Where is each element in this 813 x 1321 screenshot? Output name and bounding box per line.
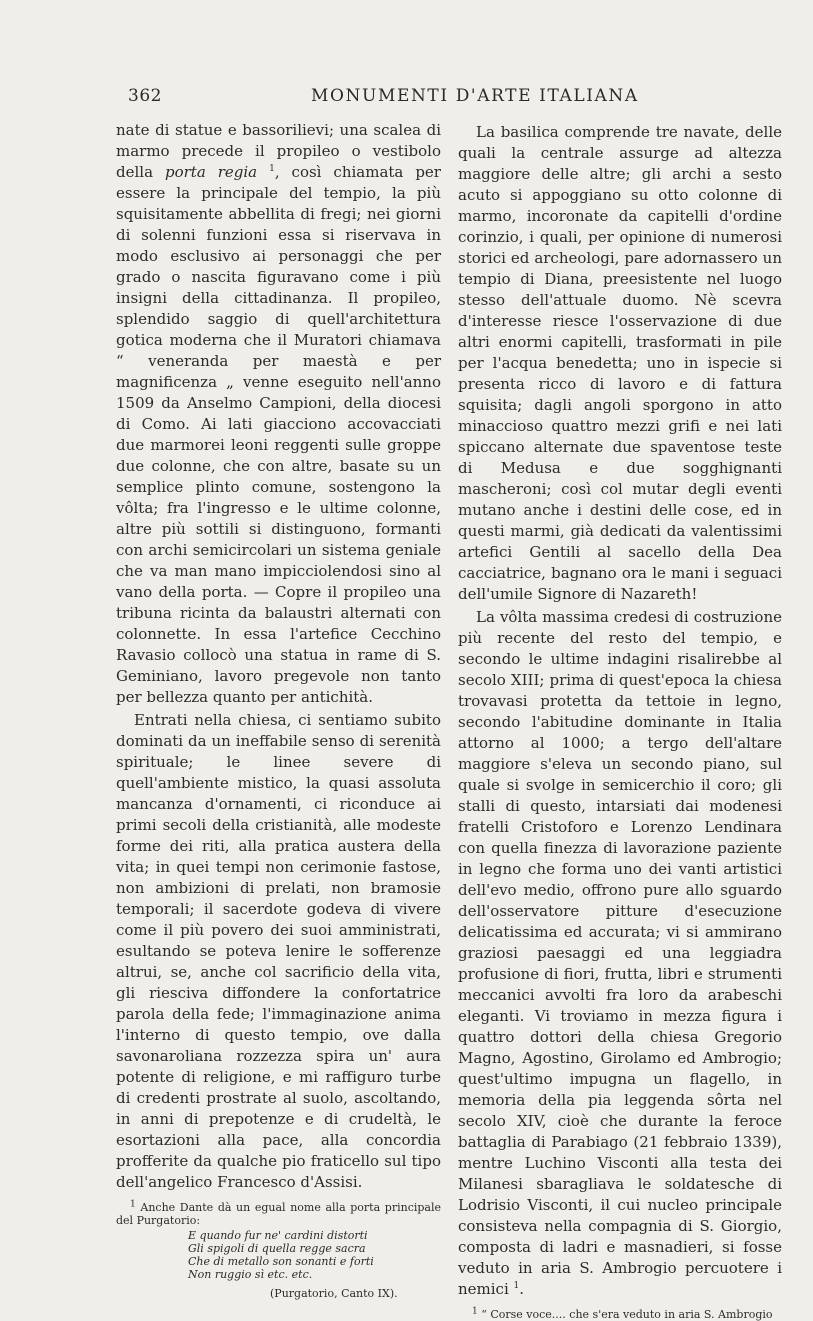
page-header <box>128 86 780 112</box>
paragraph-volta <box>458 607 782 1300</box>
italic-term: porta regia <box>164 163 258 181</box>
left-column <box>116 120 441 1300</box>
right-column <box>458 120 782 1321</box>
paragraph-text: . <box>519 1280 525 1298</box>
footnote-reference: 1 <box>269 164 275 174</box>
paragraph-entrati: Entrati nella chiesa, ci sentiamo subito dominati da un ineffabile senso di serenità spirituale; le linee severe di quell'ambiente mistico, la quasi assoluta mancanza d'ornamenti, ci riconduce ai primi secoli della cristianità, alle modeste forme dei riti, alla pratica austera della vita; in quei tempi non cerimonie fastose, non ambizioni di prelati, non bramosie temporali; il sacerdote godeva di vivere come il più povero dei suoi amministrati, esultando se poteva lenire le sofferenze altrui, se, anche col sacrificio della vita, gli riesciva diffondere la confortatrice parola della fede; l'immaginazione anima l'interno di questo tempio, ove dalla savonaroliana rozzezza spira un' aura potente di religione, e mi raffiguro turbe di credenti prostrate al suolo, ascoltando, in anni di prepotenze e di crudeltà, le esortazioni alla pace, alla concordia profferite da qualche pio fraticello sul tipo dell'angelico Francesco d'Assisi. <box>116 711 441 1191</box>
paragraph-basilica: La basilica comprende tre navate, delle quali la centrale assurge ad altezza maggiore delle altre; gli archi a sesto acuto si appoggiano su otto colonne di marmo, incoronate da capitelli d'ordine corinzio, i quali, per opinione di numerosi storici ed archeologi, pare adornassero un tempio di Diana, preesistente nel luogo stesso dell'attuale duomo. Nè scevra d'interesse riesce l'osservazione di due altri enormi capitelli, trasformati in pile per l'acqua benedetta; uno in ispecie si presenta ricco di lavoro e di fattura squisita; dagli angoli sporgono in atto minaccioso quattro mezzi grifi e nei lati spiccano alternate due spaventose teste di Medusa e due sogghignanti mascheroni; così col mutar degli eventi mutano anche i destini delle cose, ed in questi marmi, già dedicati da valentissimi artefici Gentili al sacello della Dea cacciatrice, bagnano ora le mani i seguaci dell'umile Signore di Nazareth! <box>458 123 782 603</box>
paragraph-text: , così chiamata per essere la principale del tempio, la più squisitamente abbellita di fregi; nei giorni di solenni funzioni essa si riservava in modo esclusivo ai personaggi che per grado o nascita figuravano come i più insigni della cittadinanza. Il propileo, splendido saggio di quell'architettura gotica moderna che il Muratori chiamava “ veneranda per maestà e per magnificenza „ venne eseguito nell'anno 1509 da Anselmo Campioni, della diocesi di Como. Ai lati giacciono accovacciati due marmorei leoni reggenti sulle groppe due colonne, che con altre, basate su un semplice plinto comune, sostengono la vôlta; fra l'ingresso e le ultime colonne, altre più sottili si distinguono, formanti con archi semicircolari un sistema geniale che va man mano impicciolendosi sino al vano della porta. — Copre il propileo una tribuna ricinta da balaustri alternati con colonnette. In essa l'artefice Cecchino Ravasio collocò una statua in rame di S. Geminiano, lavoro pregevole non tanto per bellezza quanto per antichità. <box>116 163 441 706</box>
footnote-poem <box>188 1229 441 1281</box>
running-title: MONUMENTI D'ARTE ITALIANA <box>311 86 639 106</box>
poem-line: Non ruggio sì etc. etc. <box>188 1268 313 1281</box>
footnote-left <box>116 1201 441 1300</box>
poem-line: Che di metallo son sonanti e forti <box>188 1255 374 1268</box>
poem-line: Gli spigoli di quella regge sacra <box>188 1242 366 1255</box>
footnote-body: “ Corse voce.... che s'era veduto in aria S. Ambrogio <box>481 1308 773 1321</box>
footnote-text <box>116 1201 441 1227</box>
footnote-marker: 1 <box>130 1199 136 1210</box>
page-number: 362 <box>128 86 162 106</box>
poem-citation: (Purgatorio, Canto IX). <box>270 1287 398 1300</box>
poem-line: E quando fur ne' cardini distorti <box>188 1229 368 1242</box>
paragraph-text: La vôlta massima credesi di costruzione più recente del resto del tempio, e secondo le ultime indagini risalirebbe al secolo XIII; prima di quest'epoca la chiesa trovavasi protetta da tettoie in legno, secondo l'abitudine dominante in Italia attorno al 1000; a tergo dell'altare maggiore s'eleva un secondo piano, sul quale si svolge in semicerchio il coro; gli stalli di questo, intarsiati dai modenesi fratelli Cristoforo e Lorenzo Lendinara con quella finezza di lavorazione paziente in legno che forma uno dei vanti artistici dell'evo medio, offrono pure allo sguardo dell'osservatore pitture d'esecuzione delicatissima ed accurata; vi si ammirano graziosi paesaggi ed una leggiadra profusione di fiori, frutta, libri e strumenti meccanici avvolti fra loro da arabeschi eleganti. Vi troviamo in mezza figura i quattro dottori della chiesa Gregorio Magno, Agostino, Girolamo ed Ambrogio; quest'ultimo impugna un flagello, in memoria della pia leggenda sôrta nel secolo XIV, cioè che durante la feroce battaglia di Parabiago (21 febbraio 1339), mentre Luchino Visconti alla testa dei Milanesi sbaragliava le soldatesche di Lodrisio Visconti, il cui nucleo principale consisteva nella compagnia di S. Giorgio, composta di ladri e masnadieri, si fosse veduto in aria S. Ambrogio percuotere i nemici <box>458 608 782 1298</box>
footnote-text <box>458 1308 782 1321</box>
footnote-marker: 1 <box>472 1306 478 1317</box>
footnote-body: Anche Dante dà un egual nome alla porta principale del Purgatorio: <box>116 1201 441 1227</box>
footnote-right <box>458 1308 782 1321</box>
paragraph-porta-regia <box>116 120 441 708</box>
footnote-reference: 1 <box>513 1281 520 1291</box>
paragraph-text: nate di statue e bassorilievi; una scalea di marmo precede il propileo o vestibolo della <box>116 121 441 181</box>
